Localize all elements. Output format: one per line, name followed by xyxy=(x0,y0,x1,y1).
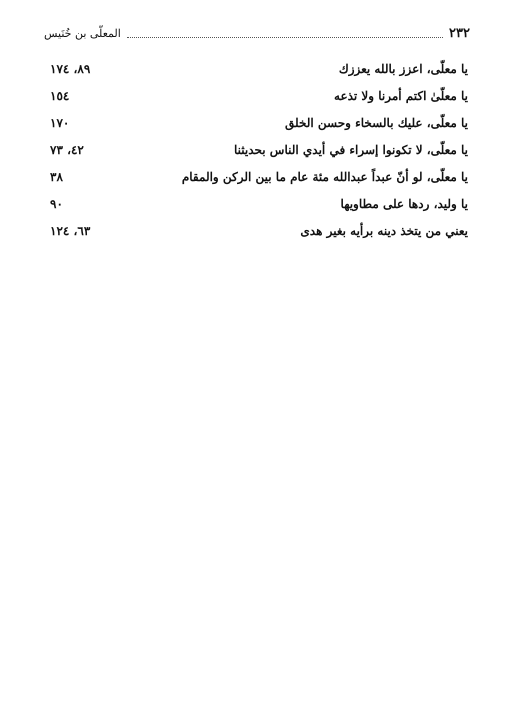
index-entry xyxy=(50,89,468,116)
entry-text: يا معلّىٰ اكتم أمرنا ولا تذعه xyxy=(334,89,468,103)
entry-pages: ٦٣، ١٢٤ xyxy=(50,224,91,238)
running-header xyxy=(44,22,470,44)
entry-text: يا معلّى، لا تكونوا إسراء في أيدي الناس بحديثنا xyxy=(234,143,468,157)
page-number: ٢٣٢ xyxy=(449,25,470,41)
index-entry xyxy=(50,224,468,251)
entry-pages: ٩٠ xyxy=(50,197,63,211)
entry-text: يعني من يتخذ دينه برأيه بغير هدى xyxy=(300,224,468,238)
index-entry xyxy=(50,62,468,89)
entry-text: يا معلّى، لو أنّ عبداً عبدالله مئة عام ما بين الركن والمقام xyxy=(181,170,468,184)
entry-pages: ٨٩، ١٧٤ xyxy=(50,62,91,76)
running-title: المعلّى بن خُنَيس xyxy=(44,26,121,40)
index-entry xyxy=(50,170,468,197)
entry-pages: ١٧٠ xyxy=(50,116,70,130)
leader-dots xyxy=(127,37,443,38)
index-entry xyxy=(50,143,468,170)
entry-text: يا وليد، ردها على مطاويها xyxy=(340,197,468,211)
index-entry xyxy=(50,116,468,143)
index-entry xyxy=(50,197,468,224)
entry-pages: ٣٨ xyxy=(50,170,63,184)
entry-pages: ١٥٤ xyxy=(50,89,70,103)
index-list xyxy=(50,62,468,251)
entry-text: يا معلّى، عليك بالسخاء وحسن الخلق xyxy=(285,116,468,130)
entry-pages: ٤٢، ٧٣ xyxy=(50,143,84,157)
entry-text: يا معلّى، اعزز بالله يعززك xyxy=(338,62,468,76)
